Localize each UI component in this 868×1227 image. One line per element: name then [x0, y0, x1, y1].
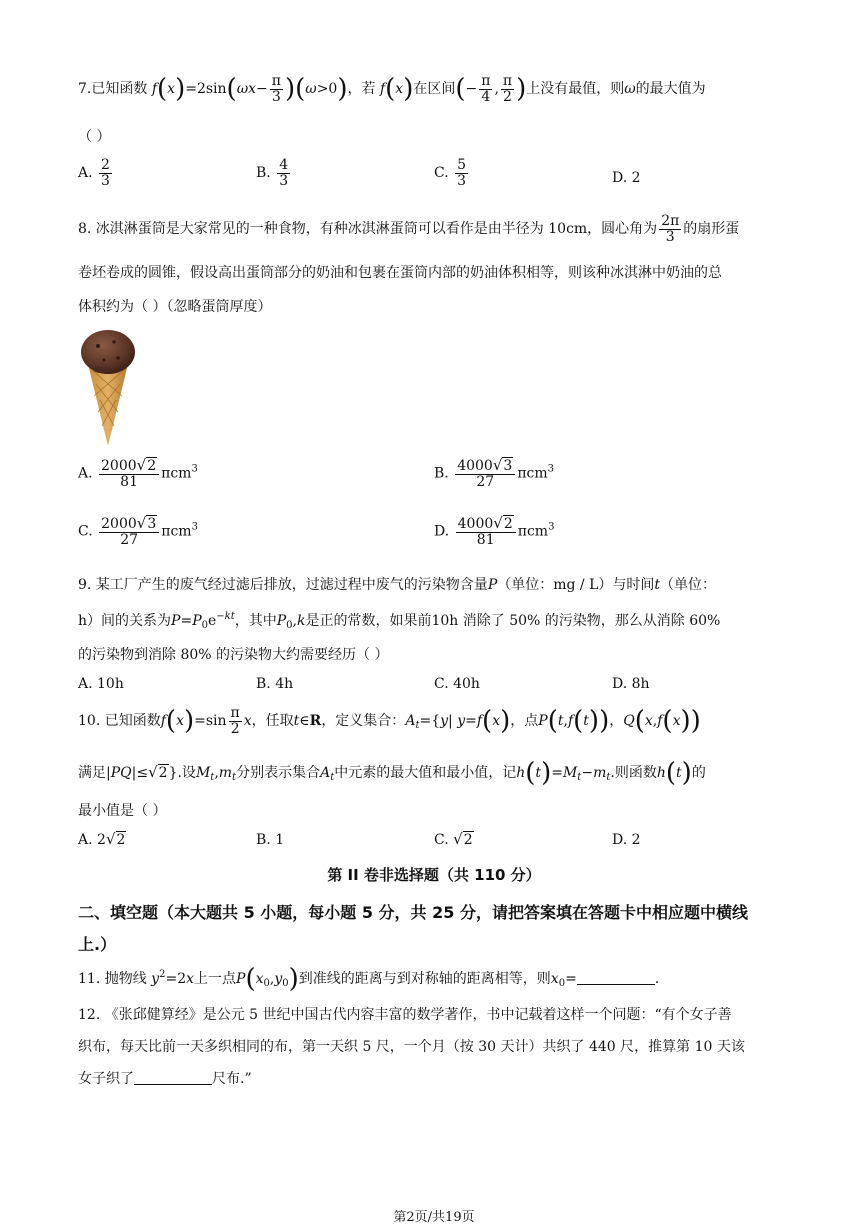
part2-title: 第 II 卷非选择题（共 110 分） [327, 866, 541, 884]
q7-option-a: A. $\frac{2}{3}$ [78, 157, 110, 189]
q9-option-c: C. 40h [434, 676, 480, 692]
q7-stem: 7.已知函数 f(x)=2sin(ωx− $\frac{\pi}{3}$ )(ω>0)，若 f(x)在区间(− $\frac{\pi}{4}$ , $\frac{\pi}{2}$ )上没有最值，则ω的最大值为 [78, 73, 706, 105]
q10-option-a: A. 2√2 [78, 830, 126, 848]
ice-cream-image [78, 326, 140, 448]
q12-line2: 织布，每天比前一天多织相同的布，第一天织 5 尺，一个月（按 30 天计）共织了 440 尺，推算第 10 天该 [78, 1039, 745, 1055]
q7-paren: （ ） [78, 129, 111, 145]
q8-line1: 8. 冰淇淋蛋筒是大家常见的一种食物，有种冰淇淋蛋筒可以看作是由半径为 10cm，圆心角为 $\frac{2\pi}{3}$ 的扇形蛋 [78, 213, 740, 245]
q7-option-b: B. $\frac{4}{3}$ [256, 157, 289, 189]
section2-heading-line1: 二、填空题（本大题共 5 小题，每小题 5 分，共 25 分，请把答案填在答题卡中相应题中横线 [78, 903, 748, 922]
q9-option-d: D. 8h [612, 676, 650, 692]
q7-option-d: D. 2 [612, 170, 641, 186]
q7-text-d: 上没有最值，则 [526, 81, 625, 98]
q7-text-b: ，若 [347, 81, 376, 98]
page-footer: 第2页/共19页 [393, 1210, 475, 1225]
q10-option-b: B. 1 [256, 832, 285, 848]
q8-option-c: C. $\frac{2000√3}{27}$ πcm$^3$ [78, 514, 198, 548]
q7-text-a: 已知函数 [91, 81, 148, 98]
q9-line3: 的污染物到消除 80% 的污染物大约需要经历（ ） [78, 647, 389, 663]
q10-line2: 满足|PQ|≤√2}.设$M_t,m_t$分别表示集合$A_t$中元素的最大值和最小值，记$h(t)=M_t-m_t$.则函数h(t)的 [78, 758, 706, 788]
q10-option-c: C. √2 [434, 830, 473, 848]
q9-option-a: A. 10h [78, 676, 124, 692]
q10-option-d: D. 2 [612, 832, 641, 848]
q12-line1: 12. 《张邱健算经》是公元 5 世纪中国古代内容丰富的数学著作，书中记载着这样一个问题：“有个女子善 [78, 1007, 732, 1023]
q12-answer-blank[interactable] [134, 1070, 212, 1085]
q8-option-d: D. $\frac{4000√2}{81}$ πcm$^3$ [434, 514, 555, 548]
q8-line2: 卷坯卷成的圆锥，假设高出蛋筒部分的奶油和包裹在蛋筒内部的奶油体积相等，则该种冰淇淋中奶油的总 [78, 265, 722, 281]
q8-line3: 体积约为（ ）（忽略蛋筒厚度） [78, 299, 272, 315]
q7-number: 7. [78, 81, 92, 98]
q11: 11. 抛物线 $y^2=2x$上一点$P(x_0,y_0)$到准线的距离与到对称轴的距离相等，则$x_0=$ . [78, 964, 660, 994]
q7-text-c: 在区间 [413, 81, 456, 98]
section2-heading-line2: 上.） [78, 935, 117, 954]
q8-option-a: A. $\frac{2000√2}{81}$ πcm$^3$ [78, 456, 198, 490]
q10-line3: 最小值是（ ） [78, 803, 167, 819]
q9-option-b: B. 4h [256, 676, 294, 692]
q7-text-e: 的最大值为 [635, 81, 706, 98]
q8-option-b: B. $\frac{4000√3}{27}$ πcm$^3$ [434, 456, 555, 490]
q7-option-c: C. $\frac{5}{3}$ [434, 157, 467, 189]
q9-line1: 9. 某工厂产生的废气经过滤后排放，过滤过程中废气的污染物含量P（单位：mg / L）与时间t（单位： [78, 577, 717, 593]
q12-line3: 女子织了 尺布.” [78, 1071, 252, 1087]
q11-answer-blank[interactable] [577, 970, 655, 985]
q9-line2: h）间的关系为$P=P_0e^{-kt}$，其中$P_0,k$是正的常数，如果前10h 消除了 50% 的污染物，那么从消除 60% [78, 611, 721, 631]
q10-line1: 10. 已知函数f(x)=sin $\frac{\pi}{2}$ x，任取t∈R，定义集合：$A_t=\{y|$ y=f(x)，点P(t,f(t))，Q(x,f(x)) [78, 705, 701, 737]
